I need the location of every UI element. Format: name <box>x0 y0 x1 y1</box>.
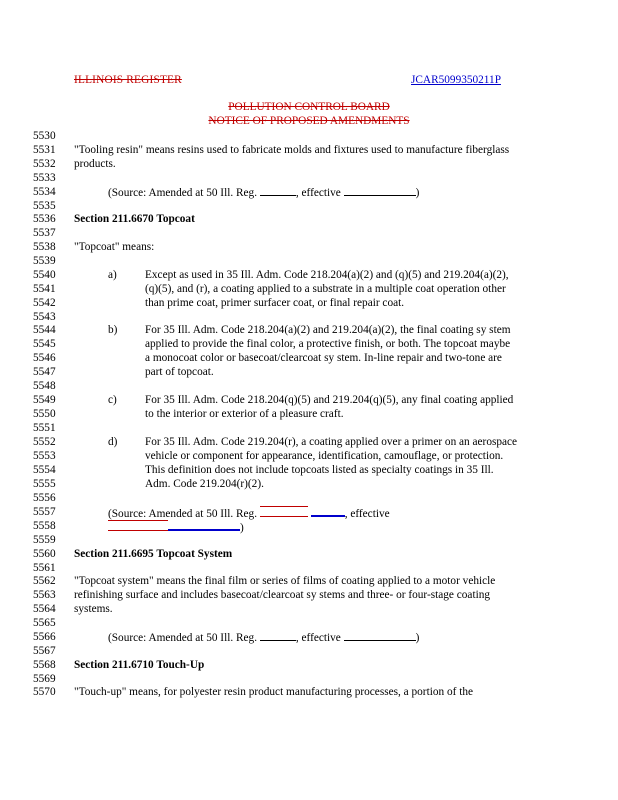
effective-date-blank <box>344 630 416 641</box>
line-number: 5559 <box>33 534 56 546</box>
inserted-date-blank <box>168 519 240 531</box>
line-number: 5550 <box>33 408 56 420</box>
topcoat-intro: "Topcoat" means: <box>74 241 155 253</box>
source-effective: , effective <box>295 187 341 199</box>
item-b-line-3: a monocoat color or basecoat/clearcoat sy stem. In-line repair and two-tone are <box>145 352 502 364</box>
source-note-amended-cont <box>108 519 244 535</box>
item-b-line-1: For 35 Ill. Adm. Code 218.204(a)(2) and 219.204(a)(2), the final coating sy stem <box>145 324 511 336</box>
line-number: 5569 <box>33 673 56 685</box>
register-volume-blank <box>260 185 296 196</box>
line-number: 5562 <box>33 575 56 587</box>
line-number: 5533 <box>33 172 56 184</box>
tooling-def-line-1: "Tooling resin" means resins used to fabricate molds and fixtures used to manufacture fiberglass <box>74 144 510 156</box>
source-prefix: (Source: Amended at 50 Ill. Reg. <box>108 632 258 644</box>
line-number: 5540 <box>33 269 56 281</box>
line-number: 5544 <box>33 324 56 336</box>
source-prefix: (Source: Amended at 50 Ill. Reg. <box>108 187 258 199</box>
line-number: 5532 <box>33 158 56 170</box>
topcoat-system-line-2: refinishing surface and includes basecoat/clearcoat sy stems and three- or four-stage coating <box>74 589 491 601</box>
line-number: 5546 <box>33 352 56 364</box>
line-number: 5565 <box>33 617 56 629</box>
source-close: ) <box>240 522 244 534</box>
line-number: 5541 <box>33 283 56 295</box>
source-prefix: (Source: Amended at 50 Ill. Reg. <box>108 508 258 520</box>
item-d-line-1: For 35 Ill. Adm. Code 219.204(r), a coating applied over a primer on an aerospace <box>145 436 518 448</box>
item-c-label: c) <box>108 394 117 406</box>
line-number: 5538 <box>33 241 56 253</box>
item-d-line-2: vehicle or component for appearance, identification, camouflage, or protection. <box>145 450 504 462</box>
line-number: 5558 <box>33 520 56 532</box>
section-heading-topcoat-system: Section 211.6695 Topcoat System <box>74 548 233 560</box>
source-note <box>108 630 419 645</box>
line-number: 5567 <box>33 645 56 657</box>
line-number: 5555 <box>33 478 56 490</box>
source-note <box>108 185 419 200</box>
topcoat-system-line-3: systems. <box>74 603 113 615</box>
source-effective: , effective <box>295 632 341 644</box>
line-number: 5531 <box>33 144 56 156</box>
line-number: 5563 <box>33 589 56 601</box>
item-b-line-4: part of topcoat. <box>145 366 214 378</box>
line-number: 5535 <box>33 200 56 212</box>
line-number: 5568 <box>33 659 56 671</box>
line-number: 5548 <box>33 380 56 392</box>
item-c-line-2: to the interior or exterior of a pleasure craft. <box>145 408 344 420</box>
line-number: 5539 <box>33 255 56 267</box>
register-volume-blank <box>260 630 296 641</box>
section-heading-touch-up: Section 211.6710 Touch-Up <box>74 659 205 671</box>
line-number: 5552 <box>33 436 56 448</box>
effective-date-blank <box>344 185 416 196</box>
line-number: 5557 <box>33 506 56 518</box>
line-number: 5530 <box>33 130 56 142</box>
line-number: 5560 <box>33 548 56 560</box>
item-d-line-4: Adm. Code 219.204(r)(2). <box>145 478 264 490</box>
source-close: ) <box>415 187 420 199</box>
line-number: 5561 <box>33 562 56 574</box>
document-id-link[interactable]: JCAR5099350211P <box>411 74 501 86</box>
line-number: 5556 <box>33 492 56 504</box>
line-number: 5553 <box>33 450 56 462</box>
line-number: 5537 <box>33 227 56 239</box>
line-number: 5564 <box>33 603 56 615</box>
line-number: 5566 <box>33 631 56 643</box>
item-d-label: d) <box>108 436 118 448</box>
item-c-line-1: For 35 Ill. Adm. Code 218.204(q)(5) and 219.204(q)(5), any final coating applied <box>145 394 514 406</box>
item-b-label: b) <box>108 324 118 336</box>
source-effective: , effective <box>344 508 390 520</box>
item-a-line-1: Except as used in 35 Ill. Adm. Code 218.204(a)(2) and (q)(5) and 219.204(a)(2), <box>145 269 509 281</box>
notice-title: NOTICE OF PROPOSED AMENDMENTS <box>208 115 410 127</box>
tooling-def-line-2: products. <box>74 158 116 170</box>
line-number: 5543 <box>33 311 56 323</box>
section-heading-topcoat: Section 211.6670 Topcoat <box>74 213 195 225</box>
line-number: 5534 <box>33 186 56 198</box>
item-d-line-3: This definition does not include topcoats listed as specialty coatings in 35 Ill. <box>145 464 494 476</box>
item-a-line-3: than prime coat, primer surfacer coat, or final repair coat. <box>145 297 405 309</box>
line-number: 5549 <box>33 394 56 406</box>
source-close: ) <box>415 632 420 644</box>
item-a-line-2: (q)(5), and (r), a coating applied to a substrate in a multiple coat operation other <box>145 283 506 295</box>
touch-up-line-1: "Touch-up" means, for polyester resin product manufacturing processes, a portion of the <box>74 686 473 698</box>
line-number: 5554 <box>33 464 56 476</box>
board-title: POLLUTION CONTROL BOARD <box>228 101 390 113</box>
register-title: ILLINOIS REGISTER <box>74 74 182 86</box>
inserted-blank <box>311 505 345 517</box>
item-a-label: a) <box>108 269 117 281</box>
line-number: 5570 <box>33 686 56 698</box>
item-b-line-2: applied to provide the final color, a protective finish, or both. The topcoat maybe <box>145 338 511 350</box>
deleted-date-blank <box>108 520 168 531</box>
deleted-blank <box>260 506 308 517</box>
line-number: 5536 <box>33 213 56 225</box>
line-number: 5551 <box>33 422 56 434</box>
topcoat-system-line-1: "Topcoat system" means the final film or series of films of coating applied to a motor vehicle <box>74 575 496 587</box>
line-number: 5547 <box>33 366 56 378</box>
line-number: 5542 <box>33 297 56 309</box>
line-number: 5545 <box>33 338 56 350</box>
